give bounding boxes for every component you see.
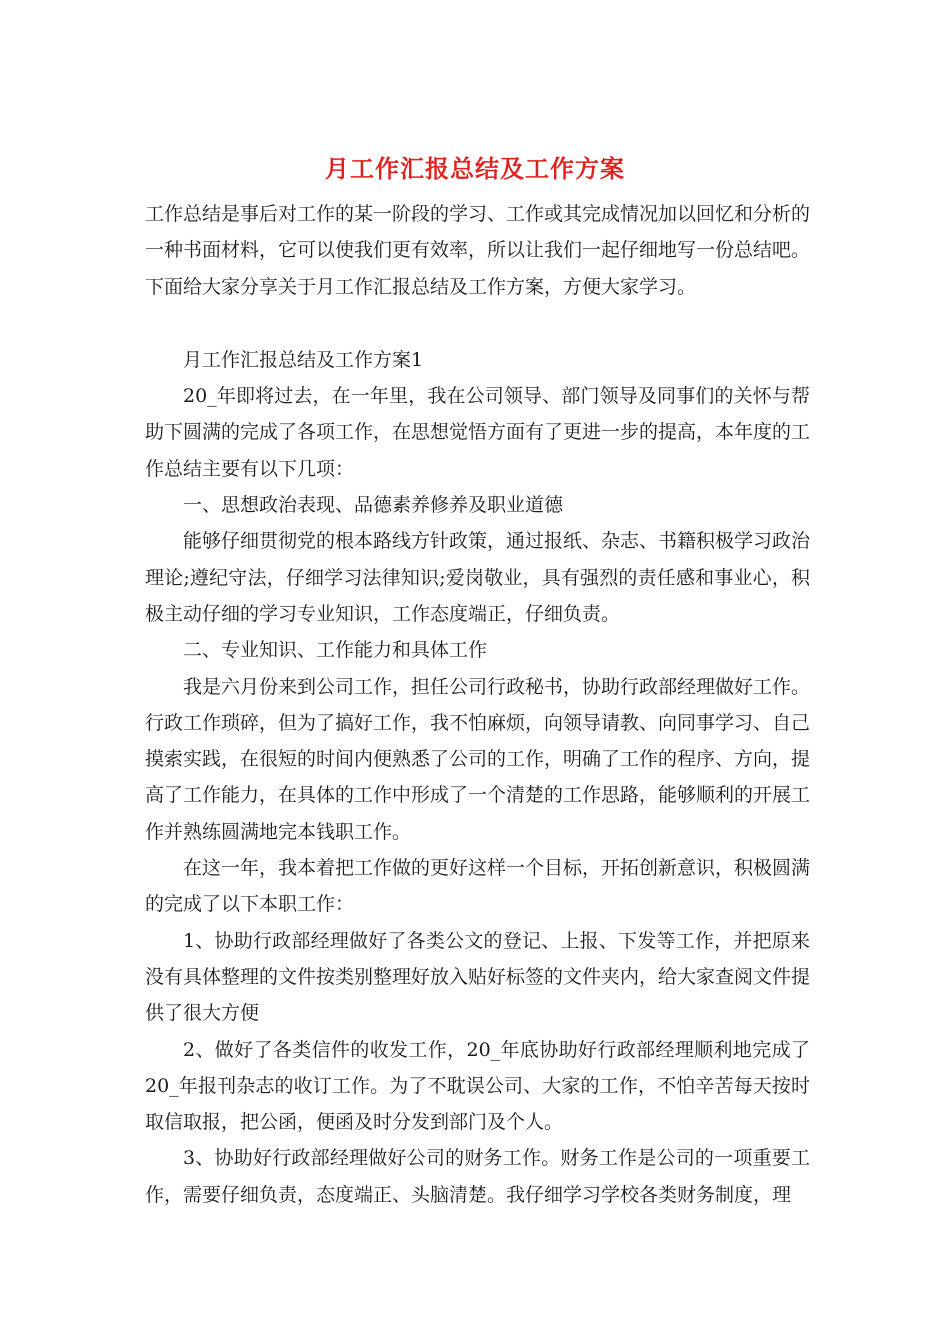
document-body xyxy=(145,196,810,1213)
subheading-professional: 二、专业知识、工作能力和具体工作 xyxy=(183,639,488,662)
section-heading: 月工作汇报总结及工作方案1 xyxy=(183,348,424,371)
subheading-political: 一、思想政治表现、品德素养修养及职业道德 xyxy=(183,494,564,517)
list-item-3: 3、协助好行政部经理做好公司的财务工作。财务工作是公司的一项重要工作，需要仔细负责，态度端正、头脑清楚。我仔细学习学校各类财务制度，理 xyxy=(145,1147,810,1206)
paragraph-goals: 在这一年，我本着把工作做的更好这样一个目标，开拓创新意识，积极圆满的完成了以下本职工作： xyxy=(145,857,811,916)
paragraph-political: 能够仔细贯彻党的根本路线方针政策，通过报纸、杂志、书籍积极学习政治理论;遵纪守法，仔细学习法律知识;爱岗敬业，具有强烈的责任感和事业心，积极主动仔细的学习专业知识，工作态度端正，仔细负责。 xyxy=(145,530,811,625)
paragraph-gap xyxy=(145,305,810,342)
paragraph-year-summary: 20_年即将过去，在一年里，我在公司领导、部门领导及同事们的关怀与帮助下圆满的完成了各项工作，在思想觉悟方面有了更进一步的提高，本年度的工作总结主要有以下几项： xyxy=(145,385,811,480)
list-item-2: 2、做好了各类信件的收发工作，20_年底协助好行政部经理顺利地完成了20_年报刊杂志的收订工作。为了不耽误公司、大家的工作，不怕辛苦每天按时取信取报，把公函，便函及时分发到部门及个人。 xyxy=(145,1038,810,1134)
paragraph-professional: 我是六月份来到公司工作，担任公司行政秘书，协助行政部经理做好工作。行政工作琐碎，但为了搞好工作，我不怕麻烦，向领导请教、向同事学习、自己摸索实践，在很短的时间内便熟悉了公司的工作，明确了工作的程序、方向，提高了工作能力，在具体的工作中形成了一个清楚的工作思路，能够顺利的开展工作并熟练圆满地完本钱职工作。 xyxy=(145,675,811,843)
document-title: 月工作汇报总结及工作方案 xyxy=(325,154,625,183)
list-item-1: 1、协助行政部经理做好了各类公文的登记、上报、下发等工作，并把原来没有具体整理的文件按类别整理好放入贴好标签的文件夹内，给大家查阅文件提供了很大方便 xyxy=(145,929,811,1025)
intro-paragraph: 工作总结是事后对工作的某一阶段的学习、工作或其完成情况加以回忆和分析的一种书面材料，它可以使我们更有效率，所以让我们一起仔细地写一份总结吧。下面给大家分享关于月工作汇报总结及工作方案，方便大家学习。 xyxy=(145,203,811,298)
